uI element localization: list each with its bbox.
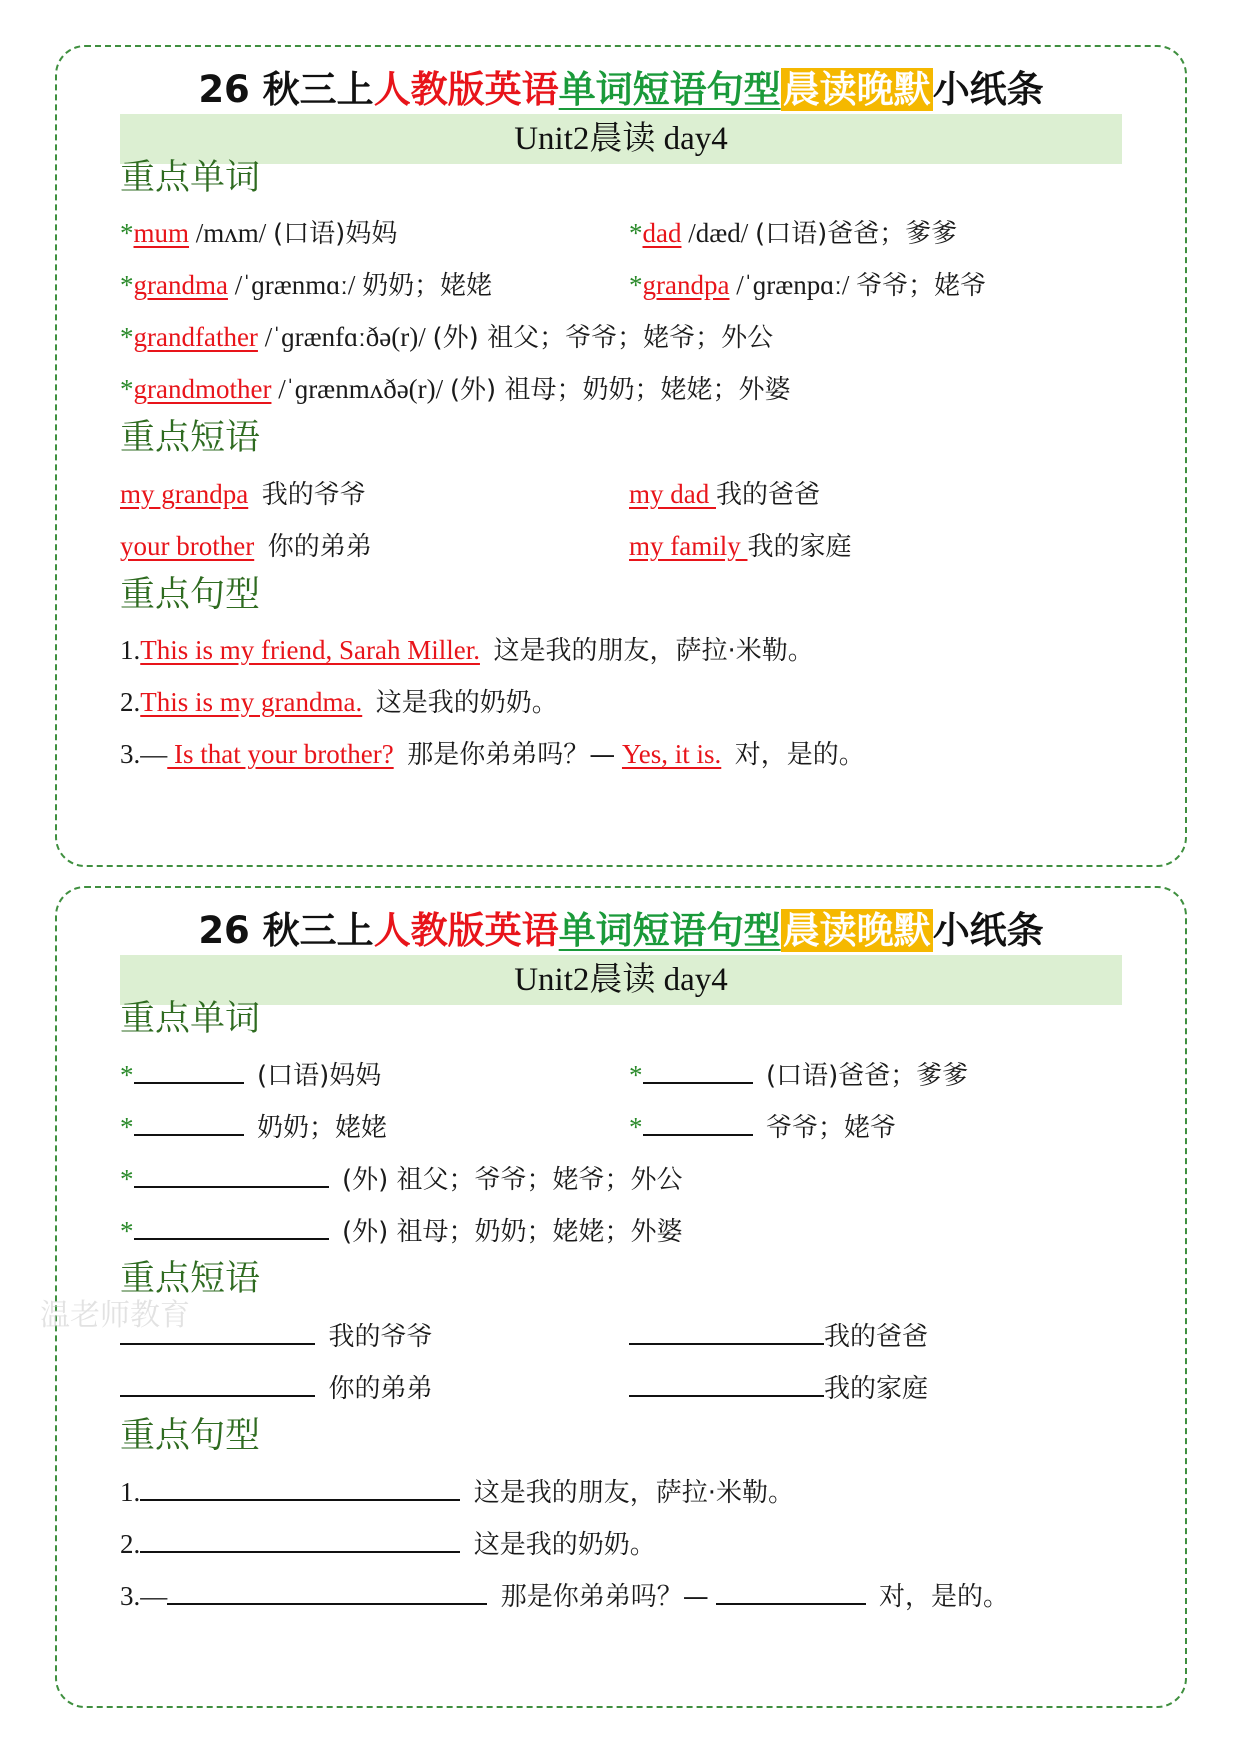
section-phrases-heading: 重点短语 [120,418,261,458]
phrase-cn: 我的爷爷 [261,480,366,510]
word-phonetic: /ˈɡrænfɑːðə(r)/ [264,322,426,352]
sentence-number: 1. [120,635,141,665]
phrase-cn: 我的爷爷 [328,1322,433,1352]
word-meaning: 奶奶；姥姥 [362,271,493,301]
phrase-en: my family [629,531,748,561]
section-words-heading: 重点单词 [120,999,261,1039]
word-en: dad [642,218,682,248]
sentence-blank-item [120,1473,794,1511]
word-phonetic: /dæd/ [688,218,749,248]
word-meaning: (外) 祖父；爷爷；姥爷；外公 [432,323,774,353]
word-phonetic: /ˈɡrænmɑː/ [234,270,356,300]
answer-card [55,45,1187,867]
fill-blank[interactable] [716,1577,866,1605]
word-item [120,215,397,252]
phrase-item [120,476,366,513]
fill-blank[interactable] [167,1577,487,1605]
word-blank-item [120,1056,381,1094]
fill-blank[interactable] [134,1160,329,1188]
fill-blank[interactable] [629,1369,824,1397]
phrase-item [120,528,372,565]
title-highlight: 晨读晚默 [782,909,931,952]
word-meaning: 奶奶；姥姥 [257,1113,388,1143]
sentence-number: 3.— [120,1581,168,1611]
word-en: grandfather [133,322,258,352]
word-meaning: (外) 祖母；奶奶；姥姥；外婆 [449,375,791,405]
word-item [120,319,773,356]
sentence-cn: 这是我的奶奶。 [473,1530,656,1560]
fill-blank[interactable] [629,1317,824,1345]
sentence-cn: 这是我的奶奶。 [375,688,558,718]
title-suffix: 小纸条 [932,909,1044,952]
word-en: grandmother [133,374,272,404]
sentence-answer: Yes, it is. [621,739,722,769]
star-mark: * [120,218,134,248]
card-title [57,906,1185,956]
sentence-cn: 这是我的朋友，萨拉·米勒。 [493,636,814,666]
title-suffix: 小纸条 [932,68,1044,111]
word-meaning: (口语)妈妈 [273,219,398,249]
title-grade: 26 秋三上 [198,909,374,952]
star-mark: * [120,322,134,352]
star-mark: * [120,1216,134,1246]
sentence-item [120,736,865,773]
word-meaning: (口语)爸爸；爹爹 [755,219,958,249]
sentence-en: This is my grandma. [140,687,363,717]
phrase-cn: 你的弟弟 [328,1374,433,1404]
title-grade: 26 秋三上 [198,68,374,111]
word-blank-item [629,1108,896,1146]
star-mark: * [120,374,134,404]
word-phonetic: /ˈɡrænpɑː/ [736,270,850,300]
star-mark: * [629,1060,643,1090]
unit-banner: Unit2晨读 day4 [120,955,1122,1005]
phrase-cn: 我的爸爸 [824,1322,929,1352]
sentence-blank-item [120,1577,1009,1615]
sentence-cn: 这是我的朋友，萨拉·米勒。 [473,1478,795,1508]
sentence-number: 1. [120,1477,141,1507]
phrase-item [629,476,820,513]
card-title [57,65,1185,115]
section-words-heading: 重点单词 [120,158,261,198]
fill-blank[interactable] [643,1056,753,1084]
word-meaning: (口语)爸爸；爹爹 [766,1061,969,1091]
watermark: 温老师教育 [40,1298,190,1333]
sentence-answer-cn: 对，是的。 [879,1582,1010,1612]
word-blank-item [120,1160,683,1198]
phrase-cn: 我的家庭 [747,532,852,562]
unit-banner: Unit2晨读 day4 [120,114,1122,164]
phrase-blank-item [629,1317,928,1355]
title-topic: 单词短语句型 [558,909,781,952]
fill-blank[interactable] [134,1212,329,1240]
word-phonetic: /mʌm/ [195,218,267,248]
fill-blank[interactable] [140,1525,460,1553]
phrase-blank-item [629,1369,928,1407]
sentence-item [120,632,814,669]
word-phonetic: /ˈɡrænmʌðə(r)/ [278,374,444,404]
word-blank-item [120,1108,387,1146]
sentence-blank-item [120,1525,656,1563]
word-en: grandpa [642,270,730,300]
word-meaning: 爷爷；姥爷 [766,1113,897,1143]
section-sentences-heading: 重点句型 [120,1416,261,1456]
phrase-en: your brother [120,531,255,561]
word-item [120,267,492,304]
section-sentences-heading: 重点句型 [120,575,261,615]
word-item [629,267,986,304]
title-topic: 单词短语句型 [558,68,781,111]
fill-blank[interactable] [134,1056,244,1084]
sentence-answer-cn: 对，是的。 [734,740,865,770]
star-mark: * [120,270,134,300]
fill-blank[interactable] [120,1369,315,1397]
word-meaning: (外) 祖父；爷爷；姥爷；外公 [342,1165,683,1195]
title-edition: 人教版英语 [373,909,559,952]
sentence-cn: 那是你弟弟吗？— [500,1582,709,1612]
fill-blank[interactable] [643,1108,753,1136]
fill-blank[interactable] [140,1473,460,1501]
word-meaning: 爷爷；姥爷 [856,271,987,301]
sentence-number: 2. [120,687,141,717]
sentence-en: This is my friend, Sarah Miller. [140,635,480,665]
star-mark: * [120,1164,134,1194]
title-edition: 人教版英语 [373,68,559,111]
section-phrases-heading: 重点短语 [120,1259,261,1299]
phrase-cn: 我的爸爸 [716,480,821,510]
sentence-number: 3.— [120,739,168,769]
phrase-en: my grandpa [120,479,249,509]
phrase-item [629,528,852,565]
practice-card [55,886,1187,1708]
sentence-number: 2. [120,1529,141,1559]
sentence-cn: 那是你弟弟吗？— [407,740,616,770]
word-item [629,215,957,252]
phrase-blank-item [120,1369,433,1407]
star-mark: * [629,1112,643,1142]
star-mark: * [629,270,643,300]
star-mark: * [629,218,643,248]
sentence-question: Is that your brother? [167,739,394,769]
word-item [120,371,790,408]
title-highlight: 晨读晚默 [782,68,931,111]
word-en: mum [133,218,190,248]
word-blank-item [120,1212,683,1250]
fill-blank[interactable] [134,1108,244,1136]
star-mark: * [120,1060,134,1090]
star-mark: * [120,1112,134,1142]
word-meaning: (口语)妈妈 [257,1061,382,1091]
phrase-cn: 我的家庭 [824,1374,929,1404]
word-meaning: (外) 祖母；奶奶；姥姥；外婆 [342,1217,683,1247]
word-en: grandma [133,270,228,300]
sentence-item [120,684,558,721]
word-blank-item [629,1056,968,1094]
phrase-cn: 你的弟弟 [267,532,372,562]
phrase-en: my dad [629,479,716,509]
